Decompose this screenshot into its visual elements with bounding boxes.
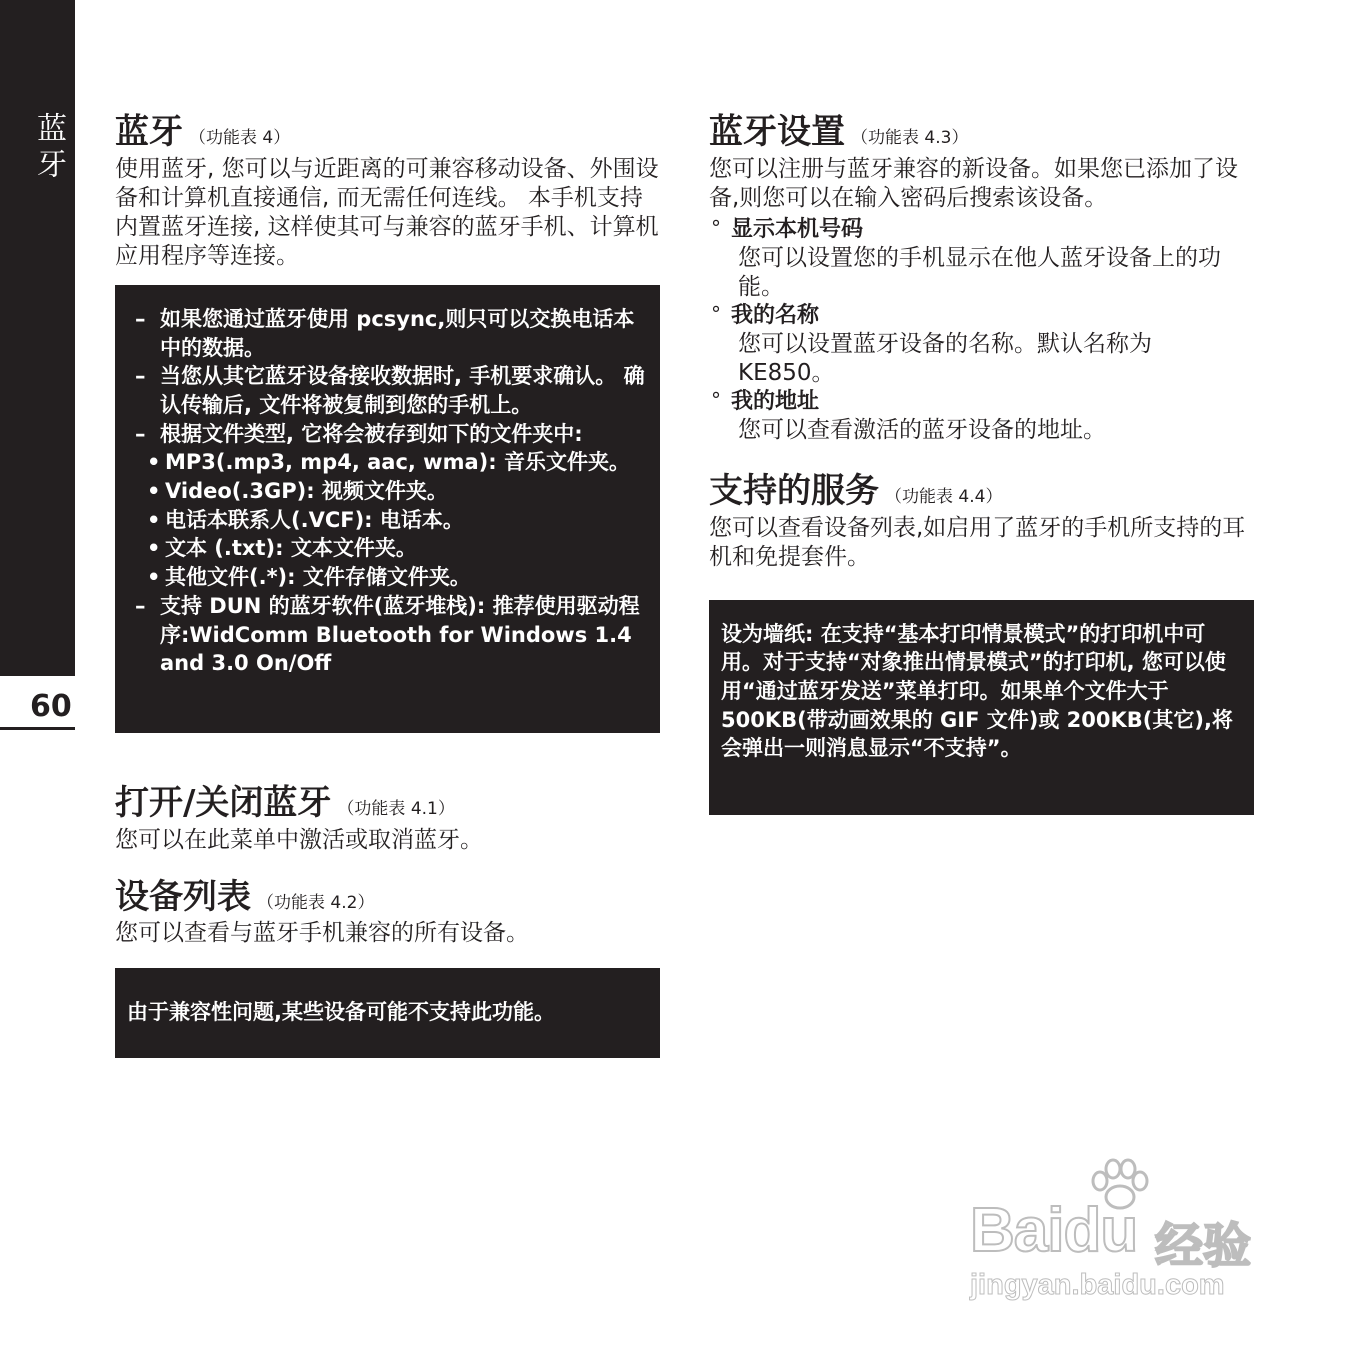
folder-text: 文本 (.txt): 文本文件夹。: [165, 536, 417, 561]
watermark-brand: Baidu: [970, 1196, 1138, 1265]
dash-bullet: –: [135, 593, 146, 618]
section-device-list: [115, 877, 660, 1059]
chapter-tab-label: 蓝牙: [31, 112, 66, 184]
note-box: [709, 600, 1254, 815]
folder-text: MP3(.mp3, mp4, aac, wma): 音乐文件夹。: [165, 450, 630, 475]
section-bluetooth: [115, 112, 660, 733]
note-box: [115, 285, 660, 733]
dot-bullet: •: [147, 479, 161, 504]
folder-item: [147, 448, 648, 477]
option-title: 我的地址: [731, 388, 820, 414]
section-services: [709, 471, 1254, 815]
section-title: 打开/关闭蓝牙: [115, 782, 332, 823]
section-title: 蓝牙设置: [709, 112, 845, 152]
circle-bullet: °: [711, 387, 721, 412]
folder-item: [147, 563, 648, 592]
menu-reference: （功能表 4.3）: [851, 128, 969, 148]
baidu-jingyan-watermark: [965, 1155, 1285, 1315]
note-text: 支持 DUN 的蓝牙软件(蓝牙堆栈): 推荐使用驱动程序:WidComm Bluetooth for Windows 1.4 and 3.0 On/Off: [160, 593, 640, 676]
note-text: 设为墙纸: 在支持“基本打印情景模式”的打印机中可用。对于支持“对象推出情景模式”的打印机, 您可以使用“通过蓝牙发送”菜单打印。如果单个文件大于 500KB(带动画效果的 GIF 文件)或 200KB(其它),将会弹出一则消息显示“不支持”。: [721, 621, 1233, 761]
option-heading: [709, 302, 1254, 330]
section-body: 您可以在此菜单中激活或取消蓝牙。: [115, 826, 483, 853]
section-title: 支持的服务: [709, 470, 879, 511]
note-item: [127, 305, 648, 362]
dot-bullet: •: [147, 565, 161, 590]
menu-reference: （功能表 4.4）: [885, 486, 1003, 507]
note-list: [127, 305, 648, 449]
dash-bullet: –: [135, 364, 146, 389]
note-text: 当您从其它蓝牙设备接收数据时, 手机要求确认。 确认传输后, 文件将被复制到您的手机上。: [160, 364, 645, 417]
watermark-url: jingyan.baidu.com: [970, 1269, 1225, 1301]
section-heading: [115, 783, 660, 824]
folder-list: [127, 448, 648, 592]
left-column: [115, 112, 660, 1058]
section-body: 您可以查看设备列表,如启用了蓝牙的手机所支持的耳机和免提套件。: [709, 514, 1246, 570]
right-column: [709, 112, 1254, 815]
folder-item: [147, 534, 648, 563]
dot-bullet: •: [147, 507, 161, 532]
dot-bullet: •: [147, 536, 161, 561]
watermark-product: 经验: [1155, 1220, 1252, 1273]
dash-bullet: –: [135, 421, 146, 446]
section-heading: [709, 471, 1254, 512]
option-title: 显示本机号码: [731, 216, 864, 242]
circle-bullet: °: [711, 301, 721, 326]
folder-item: [147, 506, 648, 535]
option-heading: [709, 388, 1254, 416]
section-on-off: [115, 783, 660, 855]
option-description: 您可以查看激活的蓝牙设备的地址。: [738, 416, 1106, 443]
folder-text: Video(.3GP): 视频文件夹。: [165, 479, 448, 504]
option-item: [709, 302, 1254, 388]
note-text: 如果您通过蓝牙使用 pcsync,则只可以交换电话本中的数据。: [160, 306, 635, 360]
section-body: 您可以注册与蓝牙兼容的新设备。如果您已添加了设备,则您可以在输入密码后搜索该设备。: [709, 155, 1238, 211]
option-title: 我的名称: [731, 302, 820, 328]
section-body: 使用蓝牙, 您可以与近距离的可兼容移动设备、外围设备和计算机直接通信, 而无需任何连线。 本手机支持内置蓝牙连接, 这样使其可与兼容的蓝牙手机、计算机应用程序等连接。: [115, 155, 659, 269]
chapter-tab: [0, 0, 75, 676]
section-title: 蓝牙: [115, 112, 183, 152]
section-settings: [709, 112, 1254, 445]
option-heading: [709, 216, 1254, 244]
note-item: [127, 362, 648, 419]
note-list: [127, 592, 648, 678]
page-number-rule: [0, 727, 75, 730]
note-text: 根据文件类型, 它将会被存到如下的文件夹中:: [160, 421, 583, 446]
section-title: 设备列表: [115, 876, 251, 917]
menu-reference: （功能表 4）: [189, 128, 291, 148]
option-item: [709, 216, 1254, 302]
page-number: 60: [30, 689, 72, 724]
folder-item: [147, 477, 648, 506]
menu-reference: （功能表 4.1）: [337, 798, 455, 819]
note-box: [115, 968, 660, 1058]
option-list: [709, 216, 1254, 445]
menu-reference: （功能表 4.2）: [257, 892, 375, 913]
note-item: [127, 420, 648, 449]
section-body: 您可以查看与蓝牙手机兼容的所有设备。: [115, 920, 529, 947]
option-description: 您可以设置蓝牙设备的名称。默认名称为 KE850。: [738, 330, 1152, 386]
folder-text: 其他文件(.*): 文件存储文件夹。: [165, 565, 471, 590]
section-heading: [709, 112, 1254, 153]
dot-bullet: •: [147, 450, 161, 475]
note-item: [127, 592, 648, 678]
section-heading: [115, 112, 660, 153]
option-item: [709, 388, 1254, 445]
folder-text: 电话本联系人(.VCF): 电话本。: [165, 507, 464, 532]
dash-bullet: –: [135, 306, 146, 331]
note-text: 由于兼容性问题,某些设备可能不支持此功能。: [127, 1000, 555, 1025]
circle-bullet: °: [711, 215, 721, 240]
section-heading: [115, 877, 660, 918]
option-description: 您可以设置您的手机显示在他人蓝牙设备上的功能。: [738, 244, 1221, 300]
